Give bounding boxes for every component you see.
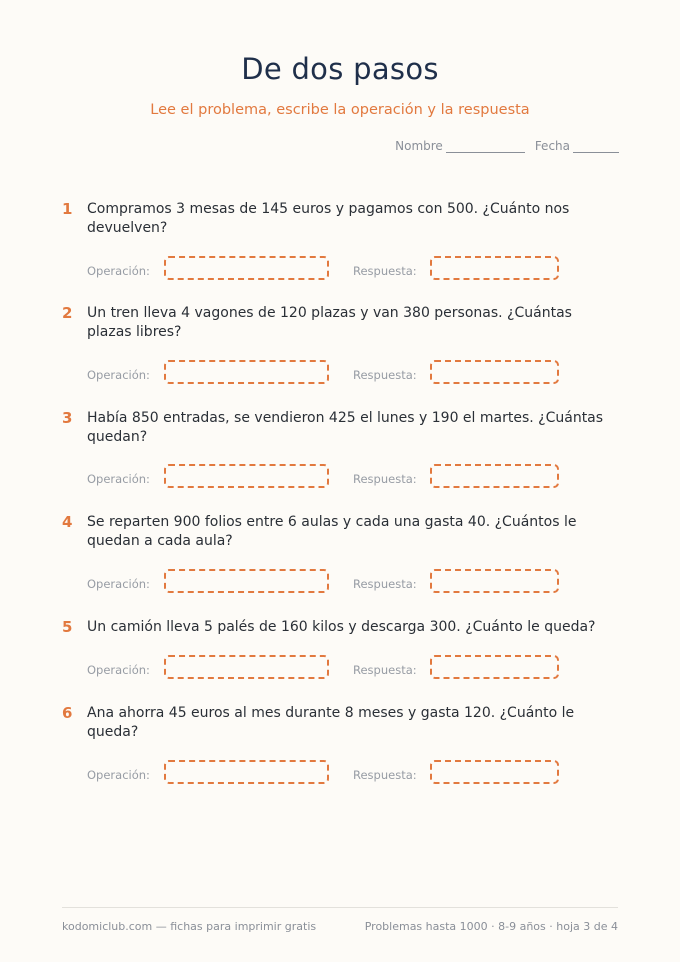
answer-label: Respuesta:: [353, 663, 417, 677]
problem-number: 6: [62, 704, 73, 722]
answer-label: Respuesta:: [353, 577, 417, 591]
answer-row: [87, 569, 622, 597]
student-fields: [395, 139, 619, 153]
answer-label: Respuesta:: [353, 368, 417, 382]
answer-box[interactable]: [430, 655, 559, 679]
problem-1: [62, 200, 622, 278]
footer-info: Problemas hasta 1000 · 8-9 años · hoja 3 de 4: [364, 920, 618, 933]
problem-5: [62, 618, 622, 677]
problem-text: Se reparten 900 folios entre 6 aulas y cada una gasta 40. ¿Cuántos le quedan a cada aula?: [87, 514, 577, 549]
date-label: Fecha: [534, 139, 570, 153]
operation-label: Operación:: [87, 472, 150, 486]
operation-label: Operación:: [87, 264, 150, 278]
date-blank[interactable]: [573, 140, 619, 153]
answer-box[interactable]: [430, 760, 559, 784]
name-field[interactable]: [395, 139, 525, 153]
answer-box[interactable]: [430, 569, 559, 593]
footer-site: kodomiclub.com — fichas para imprimir gratis: [62, 920, 317, 933]
problem-number: 3: [62, 409, 73, 427]
answer-row: [87, 464, 622, 492]
problem-number: 5: [62, 618, 73, 636]
problem-3: [62, 409, 622, 486]
answer-label: Respuesta:: [353, 768, 417, 782]
operation-box[interactable]: [164, 760, 329, 784]
operation-box[interactable]: [164, 464, 329, 488]
problem-text: Ana ahorra 45 euros al mes durante 8 meses y gasta 120. ¿Cuánto le queda?: [87, 705, 575, 740]
problem-text: Un camión lleva 5 palés de 160 kilos y descarga 300. ¿Cuánto le queda?: [87, 619, 596, 635]
answer-label: Respuesta:: [353, 264, 417, 278]
answer-box[interactable]: [430, 256, 559, 280]
answer-row: [87, 655, 622, 683]
operation-label: Operación:: [87, 577, 150, 591]
operation-box[interactable]: [164, 256, 329, 280]
problem-text: Había 850 entradas, se vendieron 425 el lunes y 190 el martes. ¿Cuántas quedan?: [87, 410, 604, 445]
operation-box[interactable]: [164, 655, 329, 679]
problem-text: Compramos 3 mesas de 145 euros y pagamos con 500. ¿Cuánto nos devuelven?: [87, 201, 570, 236]
operation-label: Operación:: [87, 768, 150, 782]
operation-box[interactable]: [164, 569, 329, 593]
answer-row: [87, 760, 622, 788]
problem-number: 2: [62, 304, 73, 322]
date-field[interactable]: [535, 139, 619, 153]
operation-label: Operación:: [87, 368, 150, 382]
operation-label: Operación:: [87, 663, 150, 677]
name-label: Nombre: [395, 139, 443, 153]
answer-label: Respuesta:: [353, 472, 417, 486]
answer-box[interactable]: [430, 464, 559, 488]
answer-box[interactable]: [430, 360, 559, 384]
footer-divider: [62, 907, 618, 908]
name-blank[interactable]: [446, 140, 525, 153]
problem-2: [62, 304, 622, 382]
problem-number: 1: [62, 200, 73, 218]
operation-box[interactable]: [164, 360, 329, 384]
problem-text: Un tren lleva 4 vagones de 120 plazas y van 380 personas. ¿Cuántas plazas libres?: [87, 305, 572, 340]
problem-6: [62, 704, 622, 782]
answer-row: [87, 360, 622, 388]
problem-4: [62, 513, 622, 591]
problem-number: 4: [62, 513, 73, 531]
page-subtitle: Lee el problema, escribe la operación y la respuesta: [150, 102, 530, 118]
answer-row: [87, 256, 622, 284]
page-title: De dos pasos: [241, 52, 439, 86]
